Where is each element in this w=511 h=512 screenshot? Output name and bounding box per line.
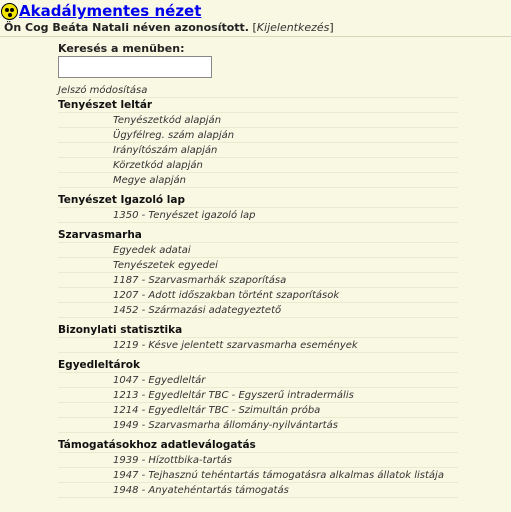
- menu-item-link[interactable]: 1350 - Tenyészet igazoló lap: [58, 208, 458, 223]
- logout-link[interactable]: Kijelentkezés: [256, 21, 330, 34]
- menu-section-title: Tenyészet leltár: [58, 98, 458, 113]
- menu-item-link[interactable]: 1948 - Anyatehéntartás támogatás: [58, 483, 458, 498]
- bracket-open: [: [252, 21, 257, 34]
- menu-item-link[interactable]: 1949 - Szarvasmarha állomány-nyilvántartás: [58, 418, 458, 433]
- divider: [0, 36, 511, 37]
- menu-item-link[interactable]: Tenyészetek egyedei: [58, 258, 458, 273]
- accessibility-face-icon: [1, 3, 18, 20]
- menu-item-link[interactable]: Megye alapján: [58, 173, 458, 188]
- menu-section-title: Szarvasmarha: [58, 228, 458, 243]
- password-change-link[interactable]: Jelszó módosítása: [58, 83, 458, 98]
- menu-item-link[interactable]: Körzetkód alapján: [58, 158, 458, 173]
- bracket-close: ]: [329, 21, 334, 34]
- menu-item-link[interactable]: 1213 - Egyedleltár TBC - Egyszerű intradermális: [58, 388, 458, 403]
- auth-status: [4, 21, 334, 34]
- page-title-link[interactable]: Akadálymentes nézet: [19, 2, 202, 20]
- menu-section-title: Bizonylati statisztika: [58, 323, 458, 338]
- menu-item-link[interactable]: 1207 - Adott időszakban történt szaporítások: [58, 288, 458, 303]
- menu-sections: [58, 98, 458, 498]
- menu-item-link[interactable]: Ügyfélreg. szám alapján: [58, 128, 458, 143]
- search-label: Keresés a menüben:: [58, 42, 185, 55]
- menu-item-link[interactable]: Tenyészetkód alapján: [58, 113, 458, 128]
- menu-item-link[interactable]: 1452 - Származási adategyeztető: [58, 303, 458, 318]
- menu-item-link[interactable]: 1939 - Hízottbika-tartás: [58, 453, 458, 468]
- menu-item-link[interactable]: 1214 - Egyedleltár TBC - Szimultán próba: [58, 403, 458, 418]
- menu-item-link[interactable]: 1187 - Szarvasmarhák szaporítása: [58, 273, 458, 288]
- menu-search-input[interactable]: [58, 56, 212, 78]
- page-header: [1, 1, 201, 21]
- menu: [58, 42, 458, 498]
- menu-section-title: Támogatásokhoz adatleválogatás: [58, 438, 458, 453]
- auth-text: Ön Cog Beáta Natali néven azonosított.: [4, 21, 249, 34]
- menu-section-title: Tenyészet Igazoló lap: [58, 193, 458, 208]
- menu-section-title: Egyedleltárok: [58, 358, 458, 373]
- menu-item-link[interactable]: Irányítószám alapján: [58, 143, 458, 158]
- menu-item-link[interactable]: 1047 - Egyedleltár: [58, 373, 458, 388]
- menu-item-link[interactable]: 1947 - Tejhasznú tehéntartás támogatásra alkalmas állatok listája: [58, 468, 458, 483]
- menu-item-link[interactable]: 1219 - Késve jelentett szarvasmarha események: [58, 338, 458, 353]
- menu-item-link[interactable]: Egyedek adatai: [58, 243, 458, 258]
